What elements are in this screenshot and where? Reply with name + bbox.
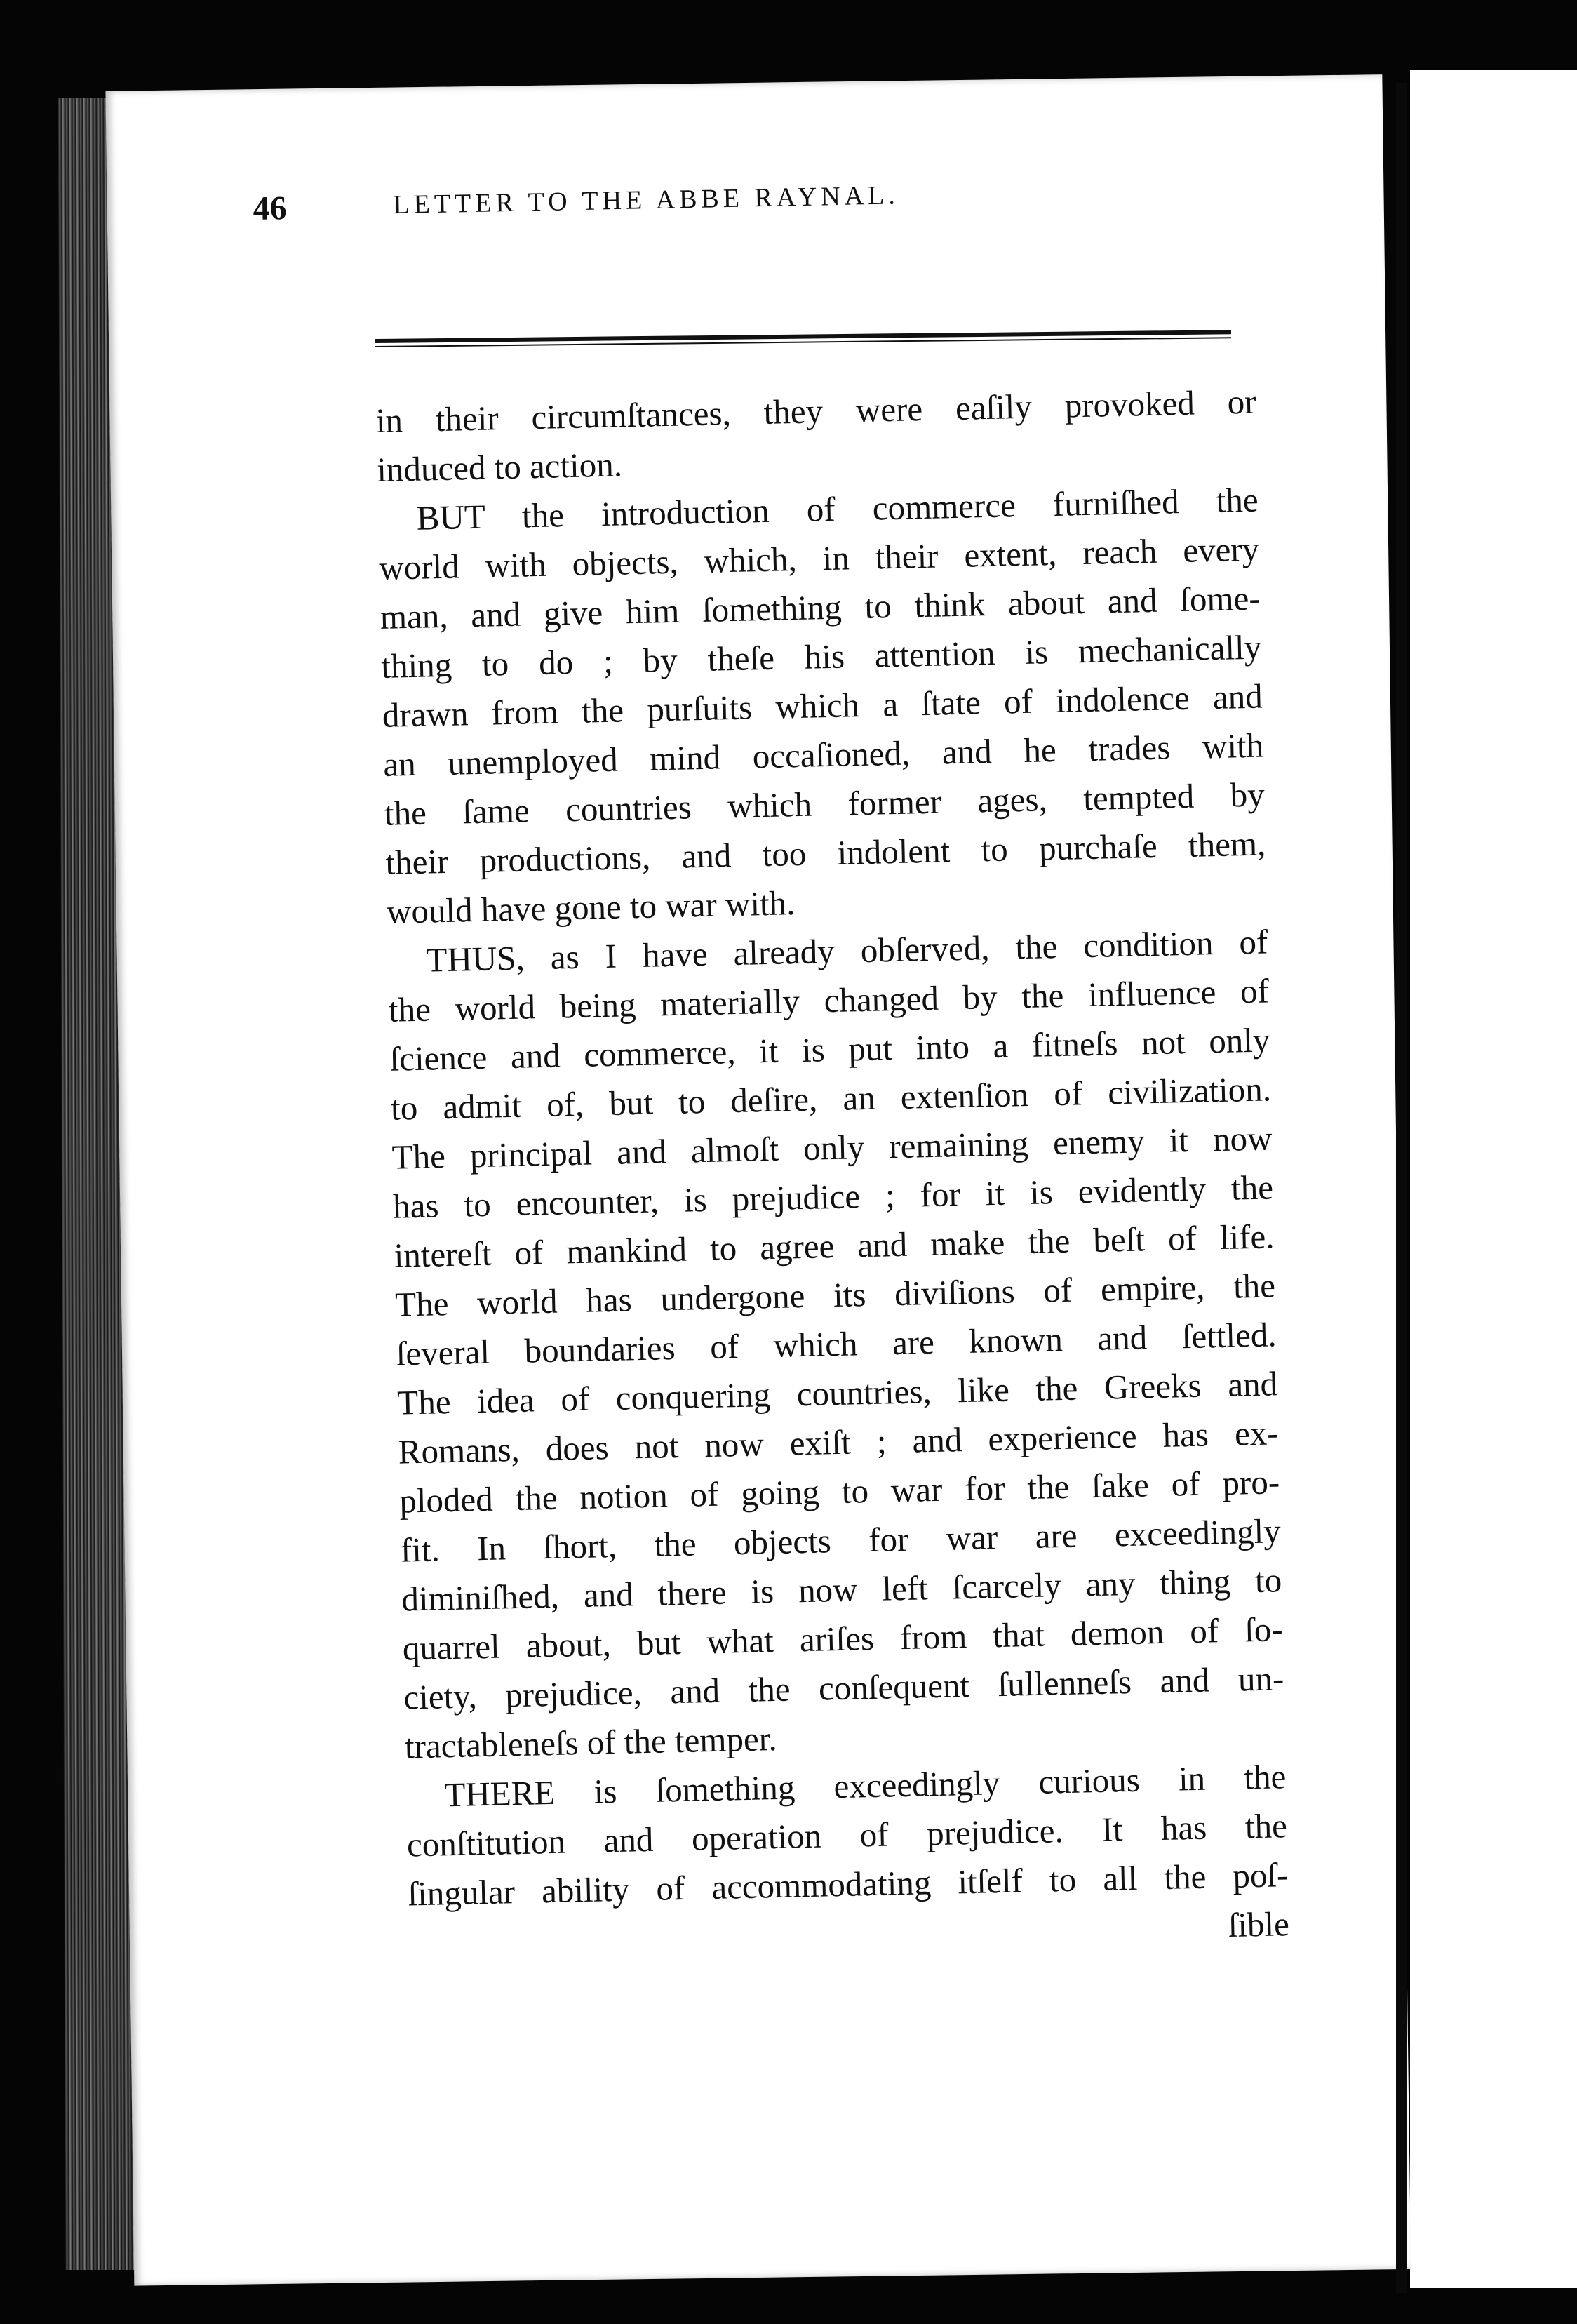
text-line: has to encounter, is prejudice ; for it is evidently the — [392, 1168, 1274, 1226]
text-line: the world being materially changed by the influence of — [388, 971, 1270, 1029]
facing-page-edge — [1410, 70, 1577, 2288]
page-number: 46 — [253, 189, 288, 227]
text-line: in their circumſtances, they were eaſily provoked or — [375, 382, 1257, 440]
text-line: ſingular ability of accommodating itſelf to all the poſ- — [407, 1855, 1289, 1914]
paragraph-start-line: THUS, as I have already obſerved, the condition of — [425, 922, 1268, 980]
text-line: diminiſhed, and there is now left ſcarcely any thing to — [401, 1561, 1282, 1619]
text-line: ciety, prejudice, and the conſequent ſullenneſs and un- — [403, 1659, 1284, 1717]
text-line: thing to do ; by theſe his attention is mechanically — [380, 627, 1262, 686]
text-line: intereſt of mankind to agree and make the beſt of life. — [394, 1217, 1275, 1275]
text-line: The idea of conquering countries, like the Greeks and — [396, 1364, 1278, 1422]
text-line: quarrel about, but what ariſes from that demon of ſo- — [402, 1610, 1284, 1668]
paragraph-start-line: THERE is ſomething exceedingly curious in the — [443, 1757, 1287, 1815]
text-line: their productions, and too indolent to purchaſe them, — [384, 824, 1266, 882]
text-line: an unemployed mind occaſioned, and he trades with — [382, 726, 1264, 784]
body-text — [375, 378, 1290, 1968]
page-gutter-shadow — [1396, 83, 1407, 2293]
text-line: drawn from the purſuits which a ſtate of indolence and — [382, 676, 1263, 735]
text-line: to admit of, but to deſire, an extenſion of civilization. — [390, 1069, 1272, 1128]
text-line: the ſame countries which former ages, tempted by — [384, 775, 1266, 833]
text-line: The world has undergone its diviſions of empire, the — [394, 1266, 1276, 1324]
catchword: ſible — [1228, 1904, 1290, 1944]
text-line: conſtitution and operation of prejudice. It has the — [406, 1806, 1288, 1864]
text-line: would have gone to war with. — [386, 883, 796, 931]
text-line: induced to action. — [376, 445, 623, 489]
paragraph-start-line: BUT the introduction of commerce furniſhed the — [416, 480, 1259, 537]
running-title: LETTER TO THE ABBE RAYNAL. — [393, 180, 900, 220]
text-line: ſeveral boundaries of which are known and ſettled. — [396, 1315, 1277, 1373]
text-line: fit. In ſhort, the objects for war are exceedingly — [400, 1511, 1282, 1570]
text-line: Romans, does not now exiſt ; and experience has ex- — [398, 1413, 1280, 1471]
text-line: ploded the notion of going to war for the ſake of pro- — [398, 1462, 1280, 1521]
text-line: tractableneſs of the temper. — [404, 1718, 778, 1766]
text-line: The principal and almoſt only remaining enemy it now — [391, 1118, 1273, 1177]
text-line: man, and give him ſomething to think about and ſome- — [380, 578, 1261, 636]
text-line: ſcience and commerce, it is put into a fitneſs not only — [389, 1020, 1270, 1078]
text-line: world with objects, which, in their extent, reach every — [378, 529, 1260, 587]
